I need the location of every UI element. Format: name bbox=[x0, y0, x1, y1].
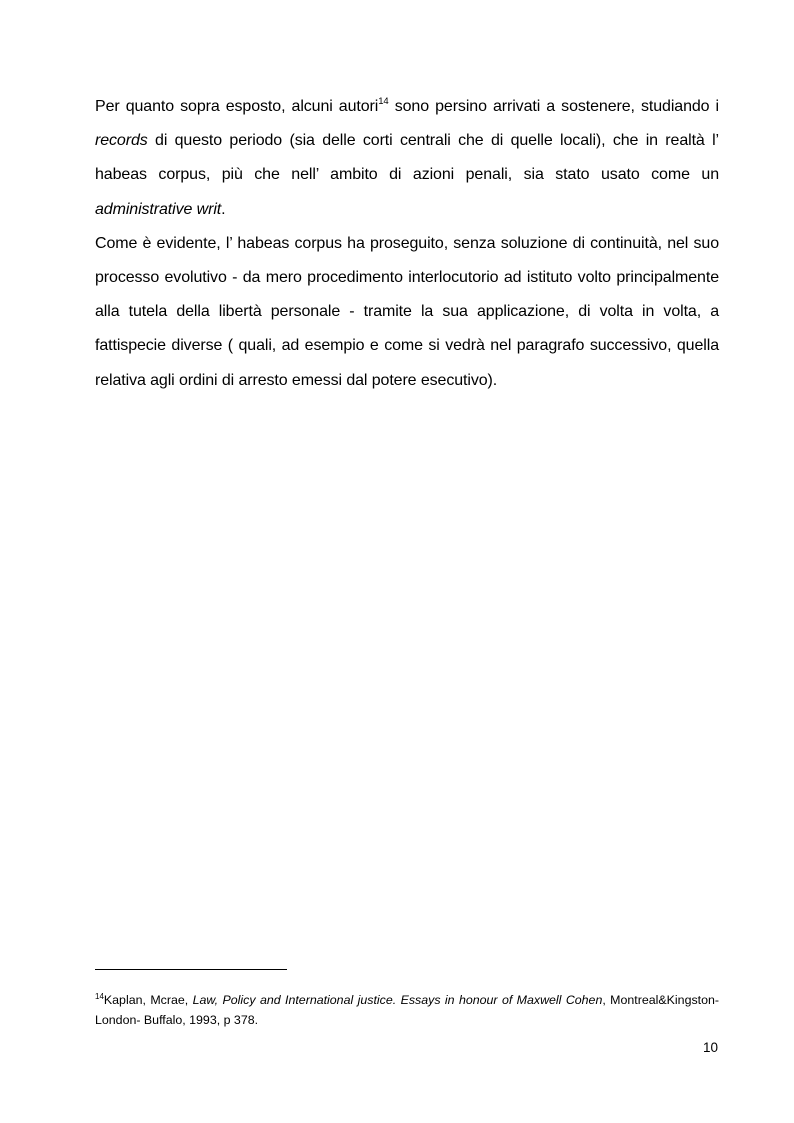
body-text bbox=[95, 90, 719, 398]
footnote-number: 14 bbox=[95, 992, 104, 1001]
paragraph-1-text-a: Per quanto sopra esposto, alcuni autori bbox=[95, 98, 379, 115]
paragraph-1-text-c: di questo periodo (sia delle corti centrali che di quelle locali), che in realtà l’ habeas corpus, più che nell’ ambito di azioni penali, sia stato usato come un bbox=[95, 132, 719, 184]
footnote-separator bbox=[95, 969, 287, 970]
italic-records: records bbox=[95, 132, 148, 150]
footnote bbox=[95, 990, 719, 1030]
footnote-authors: Kaplan, Mcrae, bbox=[103, 993, 193, 1007]
page-number: 10 bbox=[702, 1040, 718, 1055]
paragraph-1-text-b: sono persino arrivati a sostenere, studiando i bbox=[388, 98, 720, 115]
footnote-rest: , Montreal&Kingston-London- Buffalo, 1993, p 378. bbox=[95, 993, 720, 1027]
italic-administrative-writ: administrative writ bbox=[95, 200, 222, 218]
paragraph-2: Come è evidente, l’ habeas corpus ha proseguito, senza soluzione di continuità, nel suo processo evolutivo - da mero procedimento interlocutorio ad istituto volto principalmente alla tutela della libertà personale - tramite la sua applicazione, di volta in volta, a fattispecie diverse ( quali, ad esempio e come si vedrà nel paragrafo successivo, quella relativa agli ordini di arresto emessi dal potere esecutivo). bbox=[95, 234, 719, 389]
paragraph-1 bbox=[95, 90, 719, 227]
paragraph-1-text-d: . bbox=[221, 200, 226, 218]
footnote-reference: 14 bbox=[378, 96, 389, 107]
footnote-title: Law, Policy and International justice. Essays in honour of Maxwell Cohen bbox=[192, 993, 603, 1007]
